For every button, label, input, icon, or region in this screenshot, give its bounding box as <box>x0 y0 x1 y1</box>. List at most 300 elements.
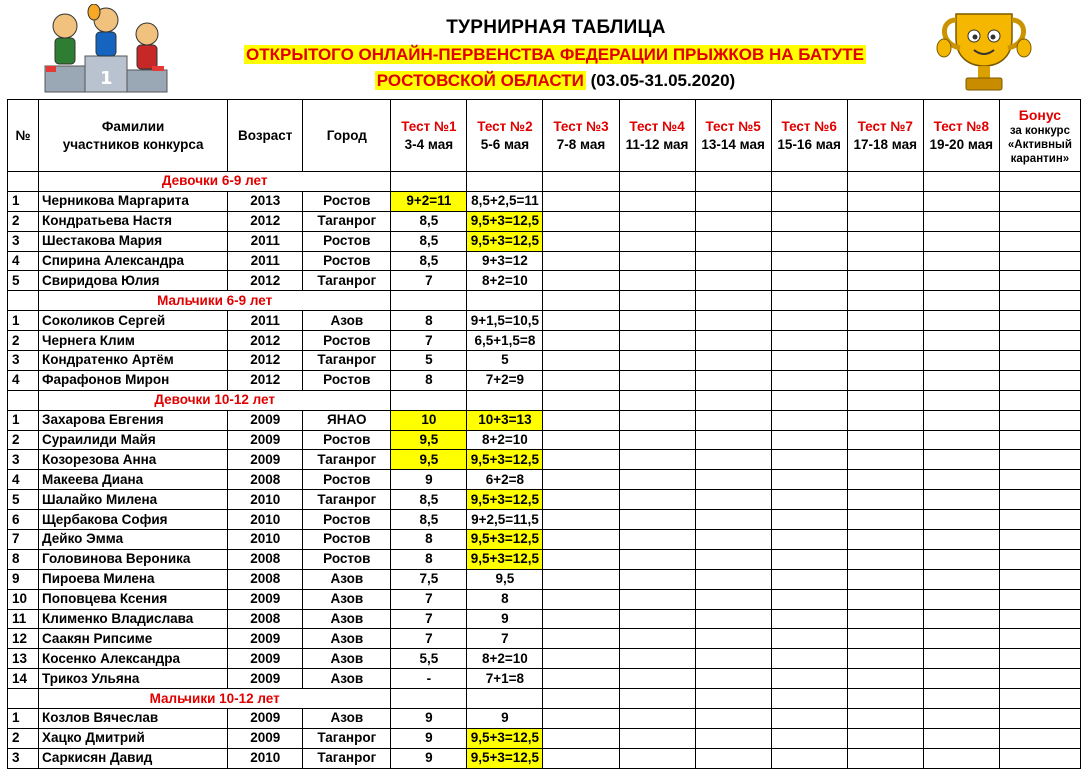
empty-cell <box>467 172 543 192</box>
test-2-score: 7+2=9 <box>467 370 543 390</box>
test-1-score: 7 <box>391 589 467 609</box>
col-test-7: Тест №7 17-18 мая <box>847 100 923 172</box>
row-number: 3 <box>8 231 39 251</box>
row-number: 1 <box>8 709 39 729</box>
col-test-1: Тест №1 3-4 мая <box>391 100 467 172</box>
test-3-score <box>543 609 619 629</box>
group-empty-cell <box>8 291 39 311</box>
tournament-table <box>7 99 1081 769</box>
test-5-score <box>695 271 771 291</box>
test-5-score <box>695 728 771 748</box>
city: Ростов <box>303 430 391 450</box>
test-2-score: 9+1,5=10,5 <box>467 311 543 331</box>
empty-cell <box>771 172 847 192</box>
bonus-score <box>999 231 1080 251</box>
test-8-score <box>923 589 999 609</box>
col-test-4: Тест №4 11-12 мая <box>619 100 695 172</box>
empty-cell <box>847 172 923 192</box>
row-number: 2 <box>8 728 39 748</box>
bonus-score <box>999 271 1080 291</box>
table-row <box>8 191 1081 211</box>
col-bonus-line3: карантин» <box>1010 152 1070 165</box>
test-1-score: 7 <box>391 629 467 649</box>
test-2-score: 9,5+3=12,5 <box>467 490 543 510</box>
test-8-score <box>923 450 999 470</box>
test-8-score <box>923 211 999 231</box>
table-row <box>8 410 1081 430</box>
test-3-score <box>543 410 619 430</box>
page-title: ТУРНИРНАЯ ТАБЛИЦА <box>446 17 666 38</box>
test-8-score <box>923 549 999 569</box>
col-name <box>39 100 228 172</box>
test-6-score <box>771 370 847 390</box>
test-4-score <box>619 191 695 211</box>
participant-name: Дейко Эмма <box>39 530 228 550</box>
participant-name: Трикоз Ульяна <box>39 669 228 689</box>
table-row <box>8 629 1081 649</box>
empty-cell <box>543 390 619 410</box>
test-7-score <box>847 709 923 729</box>
test-3-score <box>543 569 619 589</box>
col-test-8: Тест №8 19-20 мая <box>923 100 999 172</box>
city: Таганрог <box>303 271 391 291</box>
test-7-score <box>847 569 923 589</box>
test-5-score <box>695 231 771 251</box>
test-4-score <box>619 510 695 530</box>
empty-cell <box>999 291 1080 311</box>
bonus-score <box>999 331 1080 351</box>
birth-year: 2010 <box>228 490 303 510</box>
participant-name: Фарафонов Мирон <box>39 370 228 390</box>
test-8-score <box>923 351 999 371</box>
bonus-score <box>999 549 1080 569</box>
test-5-score <box>695 589 771 609</box>
test-6-score <box>771 609 847 629</box>
bonus-score <box>999 470 1080 490</box>
city: Азов <box>303 629 391 649</box>
city: Азов <box>303 569 391 589</box>
participant-name: Шестакова Мария <box>39 231 228 251</box>
test-1-score: 9 <box>391 728 467 748</box>
test-4-score <box>619 351 695 371</box>
test-3-score <box>543 530 619 550</box>
test-5-score <box>695 450 771 470</box>
test-2-score: 9,5+3=12,5 <box>467 549 543 569</box>
test-6-score <box>771 311 847 331</box>
bonus-score <box>999 589 1080 609</box>
birth-year: 2011 <box>228 251 303 271</box>
competition-dates: (03.05-31.05.2020) <box>590 71 736 90</box>
participant-name: Чернега Клим <box>39 331 228 351</box>
test-4-score <box>619 709 695 729</box>
test-8-score <box>923 430 999 450</box>
group-header-row <box>8 390 1081 410</box>
test-7-score <box>847 271 923 291</box>
participant-name: Щербакова София <box>39 510 228 530</box>
table-row <box>8 231 1081 251</box>
test-1-score: 8 <box>391 530 467 550</box>
test-2-score: 9+3=12 <box>467 251 543 271</box>
participant-name: Спирина Александра <box>39 251 228 271</box>
table-row <box>8 709 1081 729</box>
test-4-score <box>619 728 695 748</box>
test-8-score <box>923 410 999 430</box>
empty-cell <box>467 689 543 709</box>
birth-year: 2009 <box>228 430 303 450</box>
test-4-score <box>619 629 695 649</box>
table-row <box>8 649 1081 669</box>
test-5-score <box>695 649 771 669</box>
test-8-score <box>923 490 999 510</box>
row-number: 12 <box>8 629 39 649</box>
test-3-score <box>543 351 619 371</box>
group-empty-cell <box>8 689 39 709</box>
test-3-score <box>543 549 619 569</box>
test-4-score <box>619 231 695 251</box>
empty-cell <box>999 689 1080 709</box>
empty-cell <box>543 689 619 709</box>
test-8-score <box>923 510 999 530</box>
test-2-score: 9,5+3=12,5 <box>467 728 543 748</box>
page-subtitle-line2 <box>0 71 1090 91</box>
test-8-score <box>923 311 999 331</box>
participant-name: Сураилиди Майя <box>39 430 228 450</box>
group-header-row <box>8 172 1081 192</box>
birth-year: 2009 <box>228 589 303 609</box>
city: Ростов <box>303 231 391 251</box>
group-header-row <box>8 291 1081 311</box>
test-8-score <box>923 629 999 649</box>
test-6-score <box>771 629 847 649</box>
table-row <box>8 490 1081 510</box>
test-3-score <box>543 191 619 211</box>
trophy-thumbs-up-icon <box>934 8 1034 96</box>
table-row <box>8 609 1081 629</box>
test-8-score <box>923 231 999 251</box>
table-row <box>8 530 1081 550</box>
birth-year: 2011 <box>228 311 303 331</box>
birth-year: 2009 <box>228 709 303 729</box>
city: Таганрог <box>303 450 391 470</box>
test-6-score <box>771 589 847 609</box>
test-4-score <box>619 669 695 689</box>
col-test-5: Тест №5 13-14 мая <box>695 100 771 172</box>
bonus-score <box>999 351 1080 371</box>
table-row <box>8 211 1081 231</box>
test-1-score: 9,5 <box>391 430 467 450</box>
city: Азов <box>303 669 391 689</box>
city: Азов <box>303 649 391 669</box>
participant-name: Кондратенко Артём <box>39 351 228 371</box>
test-3-score <box>543 251 619 271</box>
test-8-score <box>923 191 999 211</box>
test-6-score <box>771 450 847 470</box>
col-test-3: Тест №3 7-8 мая <box>543 100 619 172</box>
empty-cell <box>999 172 1080 192</box>
test-3-score <box>543 430 619 450</box>
test-2-score: 10+3=13 <box>467 410 543 430</box>
test-6-score <box>771 191 847 211</box>
test-5-score <box>695 211 771 231</box>
empty-cell <box>923 689 999 709</box>
participant-name: Саркисян Давид <box>39 748 228 768</box>
birth-year: 2009 <box>228 629 303 649</box>
group-title: Девочки 6-9 лет <box>39 172 391 192</box>
test-4-score <box>619 549 695 569</box>
test-8-score <box>923 569 999 589</box>
birth-year: 2008 <box>228 609 303 629</box>
col-name-line2: участников конкурса <box>62 136 204 152</box>
test-8-score <box>923 728 999 748</box>
empty-cell <box>619 689 695 709</box>
test-2-score: 6+2=8 <box>467 470 543 490</box>
test-6-score <box>771 231 847 251</box>
test-4-score <box>619 530 695 550</box>
test-6-score <box>771 549 847 569</box>
city: Таганрог <box>303 490 391 510</box>
empty-cell <box>923 172 999 192</box>
participant-name: Поповцева Ксения <box>39 589 228 609</box>
row-number: 7 <box>8 530 39 550</box>
test-8-score <box>923 470 999 490</box>
birth-year: 2008 <box>228 549 303 569</box>
table-row <box>8 669 1081 689</box>
bonus-score <box>999 530 1080 550</box>
table-row <box>8 351 1081 371</box>
test-3-score <box>543 510 619 530</box>
test-7-score <box>847 510 923 530</box>
table-row <box>8 331 1081 351</box>
row-number: 14 <box>8 669 39 689</box>
birth-year: 2010 <box>228 510 303 530</box>
city: Азов <box>303 589 391 609</box>
test-2-score: 8+2=10 <box>467 430 543 450</box>
test-1-score: 9,5 <box>391 450 467 470</box>
row-number: 11 <box>8 609 39 629</box>
empty-cell <box>619 390 695 410</box>
test-5-score <box>695 430 771 450</box>
test-2-score: 9,5+3=12,5 <box>467 231 543 251</box>
participant-name: Кондратьева Настя <box>39 211 228 231</box>
test-3-score <box>543 370 619 390</box>
empty-cell <box>467 291 543 311</box>
table-row <box>8 569 1081 589</box>
city: Ростов <box>303 530 391 550</box>
test-1-score: 8 <box>391 370 467 390</box>
group-empty-cell <box>8 172 39 192</box>
row-number: 2 <box>8 331 39 351</box>
test-5-score <box>695 629 771 649</box>
participant-name: Шалайко Милена <box>39 490 228 510</box>
city: Ростов <box>303 549 391 569</box>
bonus-score <box>999 609 1080 629</box>
test-7-score <box>847 728 923 748</box>
bonus-score <box>999 669 1080 689</box>
test-6-score <box>771 649 847 669</box>
test-4-score <box>619 251 695 271</box>
test-6-score <box>771 510 847 530</box>
test-2-score: 9,5+3=12,5 <box>467 748 543 768</box>
row-number: 5 <box>8 271 39 291</box>
test-7-score <box>847 609 923 629</box>
test-6-score <box>771 728 847 748</box>
bonus-score <box>999 649 1080 669</box>
test-1-score: 9 <box>391 709 467 729</box>
table-row <box>8 430 1081 450</box>
group-header-row <box>8 689 1081 709</box>
test-4-score <box>619 569 695 589</box>
test-1-score: 7 <box>391 271 467 291</box>
test-3-score <box>543 728 619 748</box>
bonus-score <box>999 191 1080 211</box>
test-7-score <box>847 589 923 609</box>
birth-year: 2008 <box>228 569 303 589</box>
test-8-score <box>923 530 999 550</box>
birth-year: 2012 <box>228 211 303 231</box>
test-1-score: 9 <box>391 470 467 490</box>
test-3-score <box>543 231 619 251</box>
test-7-score <box>847 311 923 331</box>
test-2-score: 8,5+2,5=11 <box>467 191 543 211</box>
test-6-score <box>771 271 847 291</box>
test-4-score <box>619 450 695 470</box>
participant-name: Хацко Дмитрий <box>39 728 228 748</box>
col-city: Город <box>303 100 391 172</box>
test-5-score <box>695 470 771 490</box>
test-3-score <box>543 709 619 729</box>
test-2-score: 9 <box>467 609 543 629</box>
test-6-score <box>771 410 847 430</box>
bonus-score <box>999 311 1080 331</box>
test-1-score: 8 <box>391 549 467 569</box>
city: Азов <box>303 709 391 729</box>
empty-cell <box>543 172 619 192</box>
test-1-score: 8,5 <box>391 211 467 231</box>
test-2-score: 5 <box>467 351 543 371</box>
table-body <box>8 172 1081 769</box>
test-7-score <box>847 669 923 689</box>
city: Ростов <box>303 370 391 390</box>
test-7-score <box>847 470 923 490</box>
test-1-score: 8,5 <box>391 490 467 510</box>
test-5-score <box>695 490 771 510</box>
test-3-score <box>543 649 619 669</box>
test-4-score <box>619 589 695 609</box>
bonus-score <box>999 430 1080 450</box>
test-5-score <box>695 709 771 729</box>
test-5-score <box>695 510 771 530</box>
empty-cell <box>923 390 999 410</box>
city: Ростов <box>303 251 391 271</box>
city: Ростов <box>303 331 391 351</box>
test-5-score <box>695 370 771 390</box>
empty-cell <box>391 390 467 410</box>
row-number: 2 <box>8 430 39 450</box>
empty-cell <box>391 172 467 192</box>
test-2-score: 9,5 <box>467 569 543 589</box>
city: Ростов <box>303 191 391 211</box>
bonus-score <box>999 510 1080 530</box>
test-2-score: 6,5+1,5=8 <box>467 331 543 351</box>
participant-name: Черникова Маргарита <box>39 191 228 211</box>
test-7-score <box>847 450 923 470</box>
test-5-score <box>695 609 771 629</box>
col-bonus-line1: за конкурс <box>1009 124 1070 137</box>
table-row <box>8 271 1081 291</box>
test-1-score: 7 <box>391 609 467 629</box>
birth-year: 2011 <box>228 231 303 251</box>
birth-year: 2008 <box>228 470 303 490</box>
participant-name: Макеева Диана <box>39 470 228 490</box>
test-1-score: 7,5 <box>391 569 467 589</box>
city: Таганрог <box>303 351 391 371</box>
bonus-score <box>999 728 1080 748</box>
test-7-score <box>847 370 923 390</box>
col-num: № <box>8 100 39 172</box>
col-test-6: Тест №6 15-16 мая <box>771 100 847 172</box>
col-bonus <box>999 100 1080 172</box>
test-5-score <box>695 569 771 589</box>
test-8-score <box>923 669 999 689</box>
test-1-score: 10 <box>391 410 467 430</box>
participant-name: Свиридова Юлия <box>39 271 228 291</box>
birth-year: 2012 <box>228 331 303 351</box>
row-number: 3 <box>8 351 39 371</box>
city: Азов <box>303 311 391 331</box>
test-4-score <box>619 490 695 510</box>
empty-cell <box>391 689 467 709</box>
col-test-2: Тест №2 5-6 мая <box>467 100 543 172</box>
test-6-score <box>771 430 847 450</box>
test-7-score <box>847 490 923 510</box>
subtitle-highlight-2: РОСТОВСКОЙ ОБЛАСТИ <box>376 71 584 90</box>
test-3-score <box>543 271 619 291</box>
birth-year: 2013 <box>228 191 303 211</box>
test-1-score: - <box>391 669 467 689</box>
page-subtitle-line1 <box>0 45 1090 65</box>
empty-cell <box>771 291 847 311</box>
empty-cell <box>695 291 771 311</box>
birth-year: 2009 <box>228 728 303 748</box>
city: Таганрог <box>303 728 391 748</box>
bonus-score <box>999 629 1080 649</box>
test-6-score <box>771 331 847 351</box>
test-1-score: 9+2=11 <box>391 191 467 211</box>
test-6-score <box>771 669 847 689</box>
table-row <box>8 450 1081 470</box>
test-2-score: 9 <box>467 709 543 729</box>
row-number: 6 <box>8 510 39 530</box>
test-4-score <box>619 410 695 430</box>
bonus-score <box>999 370 1080 390</box>
test-4-score <box>619 331 695 351</box>
test-7-score <box>847 549 923 569</box>
group-title: Мальчики 10-12 лет <box>39 689 391 709</box>
row-number: 1 <box>8 410 39 430</box>
table-row <box>8 728 1081 748</box>
test-7-score <box>847 331 923 351</box>
table-row <box>8 589 1081 609</box>
table-header-row <box>8 100 1081 172</box>
test-1-score: 7 <box>391 331 467 351</box>
empty-cell <box>771 390 847 410</box>
table-row <box>8 748 1081 768</box>
row-number: 8 <box>8 549 39 569</box>
participant-name: Пироева Милена <box>39 569 228 589</box>
row-number: 4 <box>8 251 39 271</box>
test-3-score <box>543 450 619 470</box>
birth-year: 2012 <box>228 351 303 371</box>
